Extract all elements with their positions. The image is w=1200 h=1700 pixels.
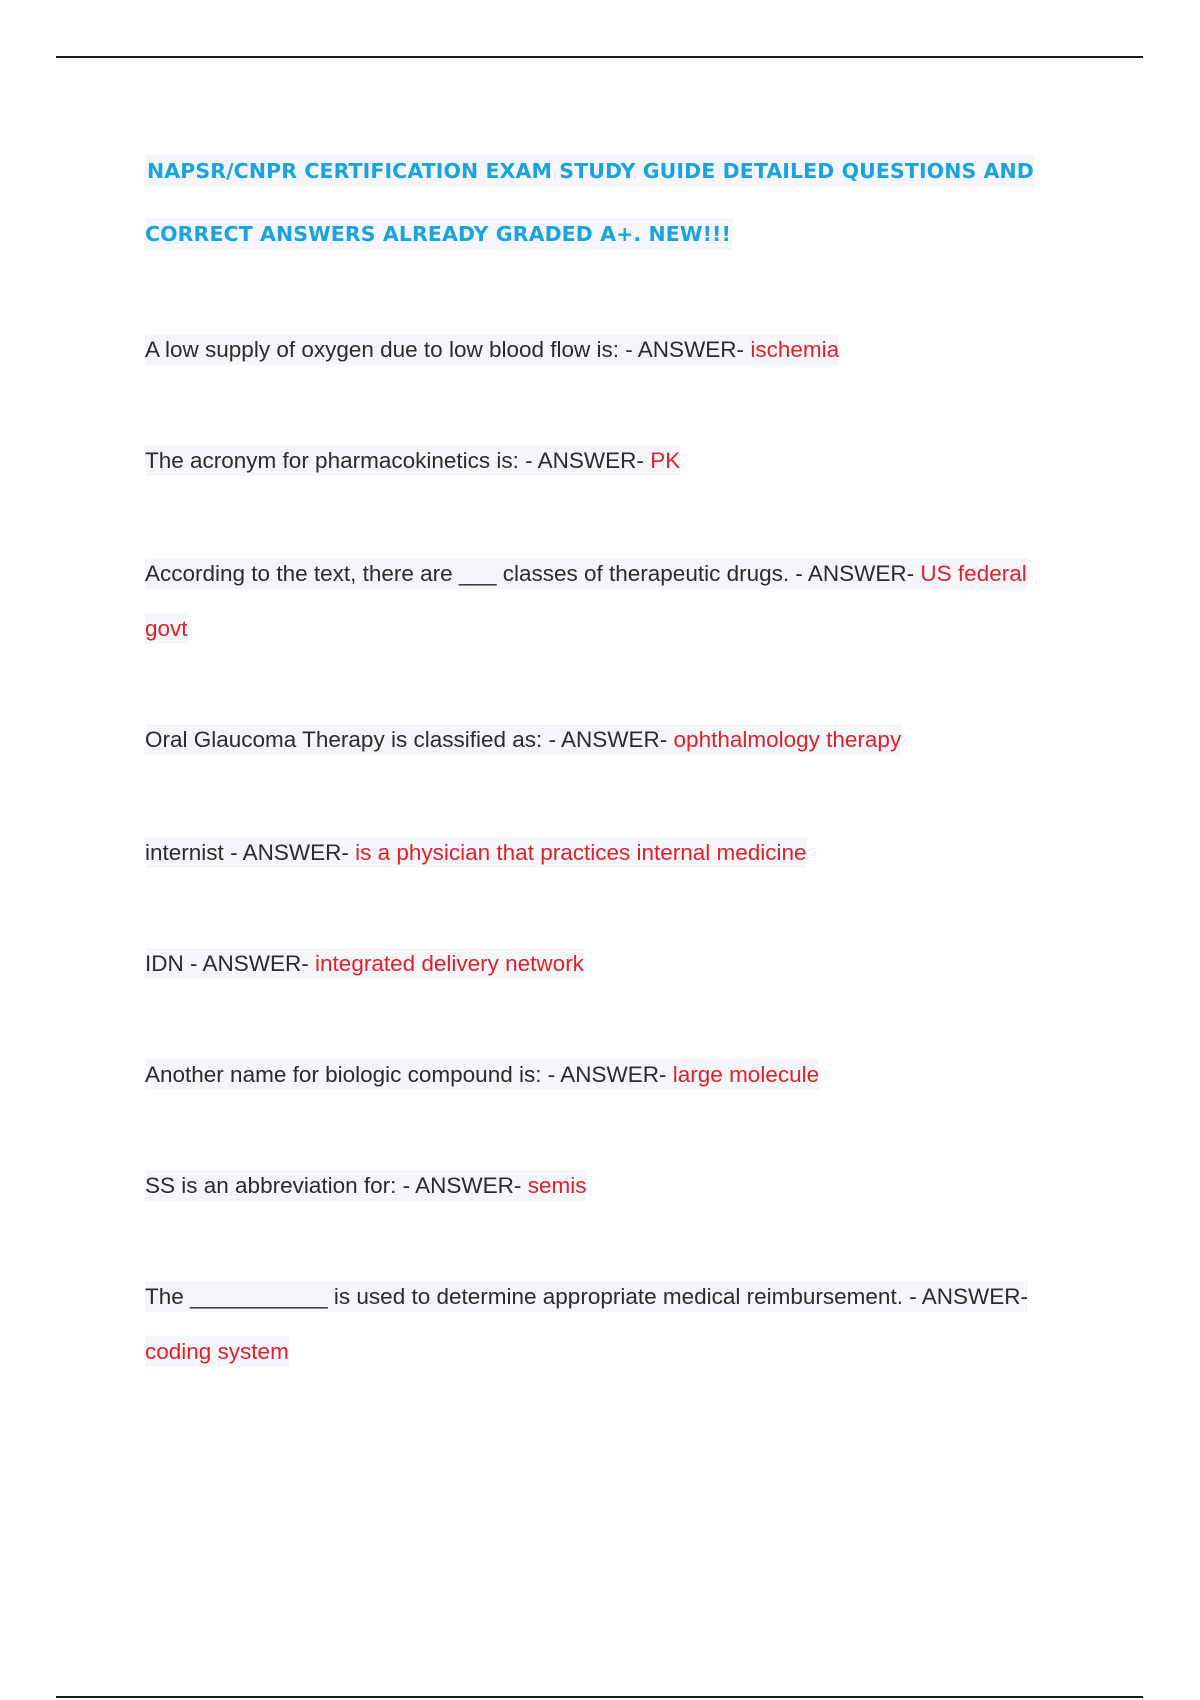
- answer-text: ischemia: [750, 337, 840, 362]
- document-title-text: NAPSR/CNPR CERTIFICATION EXAM STUDY GUIDE DETAILED QUESTIONS AND CORRECT ANSWERS ALREADY GRADED A+. NEW!!!: [145, 155, 1034, 250]
- question-text: Another name for biologic compound is:: [145, 1062, 542, 1087]
- answer-marker: - ANSWER-: [909, 1284, 1028, 1309]
- qa-item: [145, 1269, 1045, 1379]
- answer-text: integrated delivery network: [315, 951, 584, 976]
- qa-item: [145, 825, 1045, 880]
- answer-text: ophthalmology therapy: [673, 727, 902, 752]
- answer-marker: - ANSWER-: [525, 448, 644, 473]
- bottom-rule: [56, 1696, 1143, 1698]
- qa-list: [145, 322, 1045, 1379]
- answer-marker: - ANSWER-: [190, 951, 309, 976]
- answer-marker: - ANSWER-: [795, 561, 915, 586]
- qa-item: [145, 936, 1045, 991]
- qa-item: [145, 1047, 1045, 1102]
- qa-item: [145, 1158, 1045, 1213]
- qa-item: [145, 433, 1045, 488]
- answer-text: PK: [650, 448, 681, 473]
- question-text: internist: [145, 840, 224, 865]
- question-text: SS is an abbreviation for:: [145, 1173, 397, 1198]
- answer-text: semis: [527, 1173, 587, 1198]
- answer-text: is a physician that practices internal medicine: [355, 840, 807, 865]
- answer-marker: - ANSWER-: [230, 840, 349, 865]
- qa-item: [145, 546, 1045, 656]
- question-text: According to the text, there are ___ classes of therapeutic drugs.: [145, 561, 790, 586]
- question-text: The ___________ is used to determine appropriate medical reimbursement.: [145, 1284, 903, 1309]
- question-text: A low supply of oxygen due to low blood flow is:: [145, 337, 620, 362]
- answer-marker: - ANSWER-: [548, 727, 668, 752]
- qa-item: [145, 712, 1045, 767]
- top-rule: [56, 56, 1143, 58]
- answer-text: large molecule: [672, 1062, 820, 1087]
- answer-marker: - ANSWER-: [547, 1062, 667, 1087]
- answer-marker: - ANSWER-: [402, 1173, 522, 1198]
- answer-text: US federal govt: [145, 561, 1027, 641]
- document-title: [145, 140, 1145, 266]
- answer-marker: - ANSWER-: [625, 337, 745, 362]
- question-text: IDN: [145, 951, 184, 976]
- question-text: Oral Glaucoma Therapy is classified as:: [145, 727, 543, 752]
- answer-text: coding system: [145, 1339, 289, 1364]
- qa-item: [145, 322, 1045, 377]
- question-text: The acronym for pharmacokinetics is:: [145, 448, 519, 473]
